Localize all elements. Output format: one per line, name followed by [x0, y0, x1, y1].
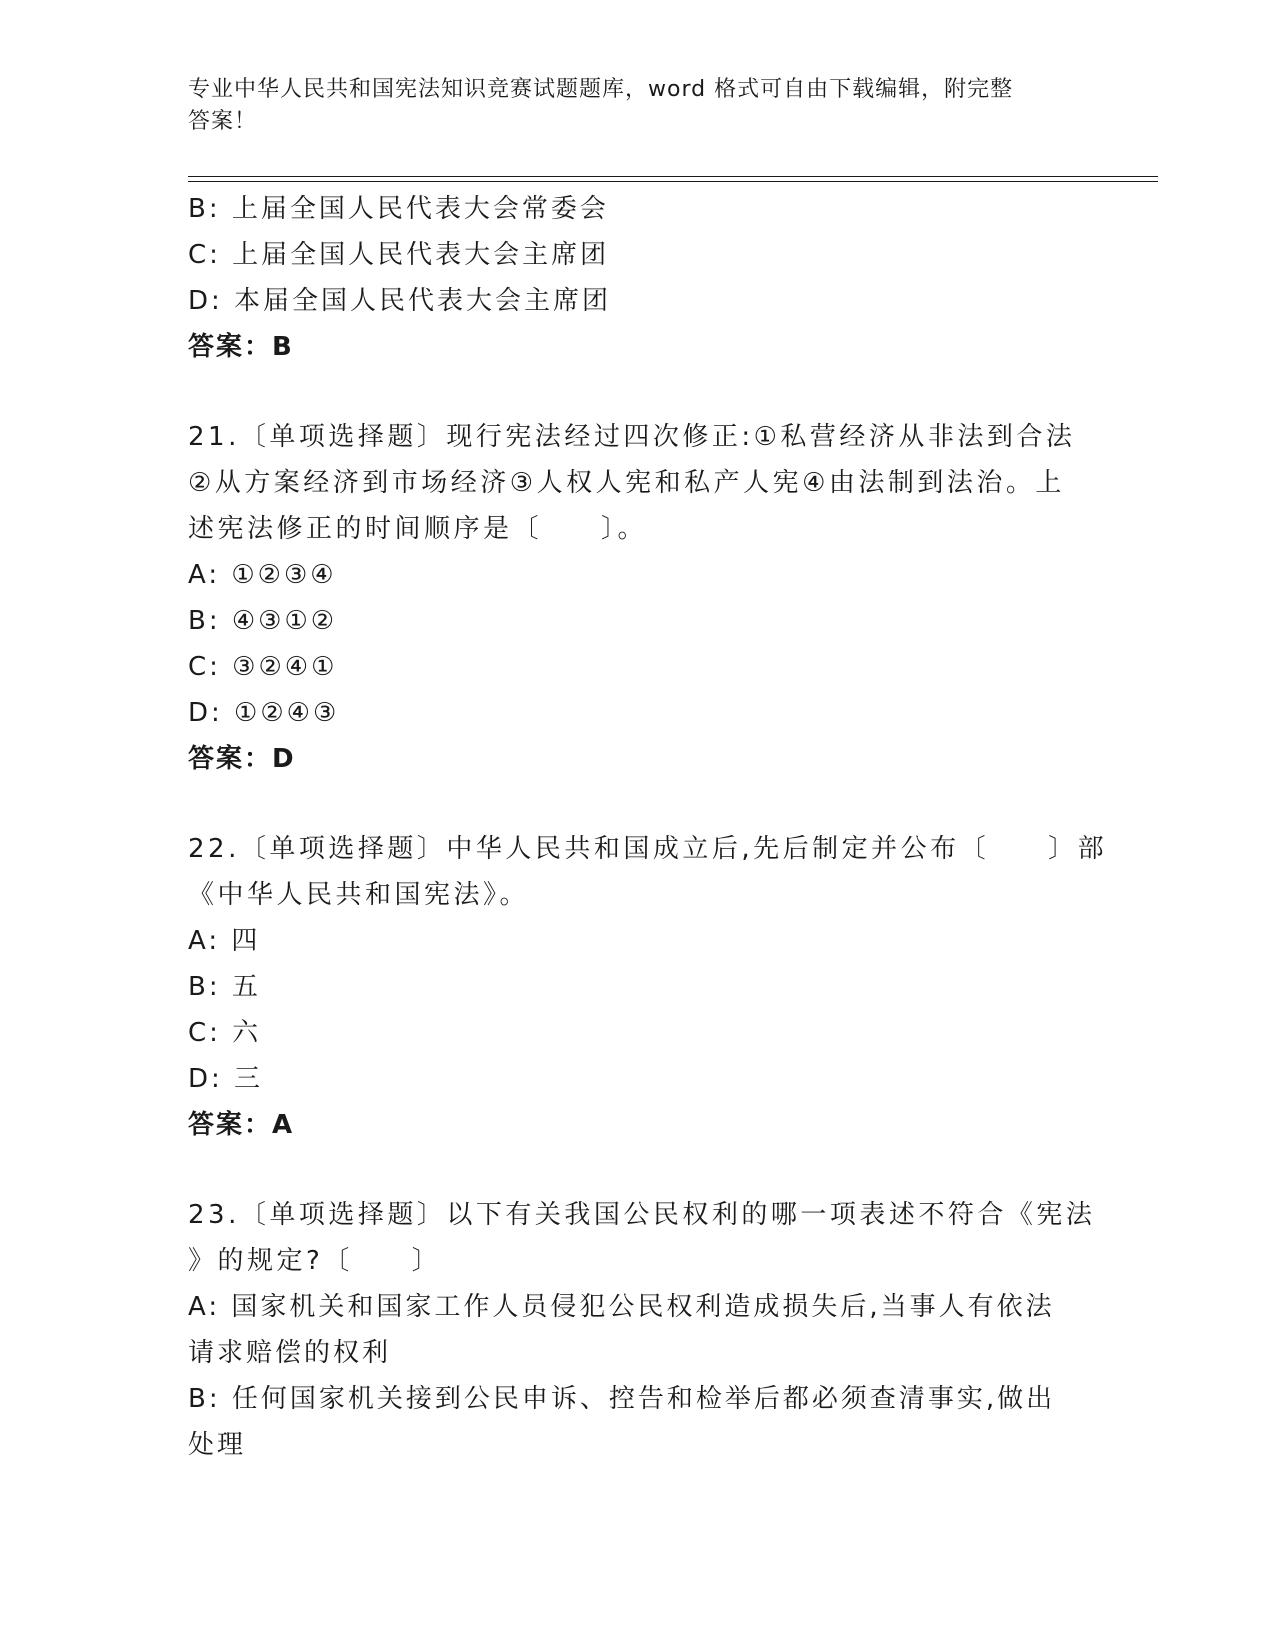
option-c: C: ③②④① — [188, 652, 338, 682]
option-b-continued: 处理 — [188, 1430, 247, 1460]
option-b: B: 任何国家机关接到公民申诉、控告和检举后都必须查清事实,做出 — [188, 1384, 1056, 1414]
page-header — [188, 74, 1088, 138]
header-double-rule — [188, 176, 1158, 182]
option-a: A: 国家机关和国家工作人员侵犯公民权利造成损失后,当事人有依法 — [188, 1292, 1055, 1322]
question-stem — [188, 826, 1108, 918]
option-d: D: 三 — [188, 1064, 264, 1094]
question-content — [188, 186, 1108, 1468]
option-b: B: 上届全国人民代表大会常委会 — [188, 194, 609, 224]
stem-line: 21.〔单项选择题〕现行宪法经过四次修正:①私营经济从非法到合法 — [188, 422, 1076, 452]
question-answer: 答案：D — [188, 744, 296, 774]
question-stem — [188, 414, 1088, 552]
stem-line: 述宪法修正的时间顺序是〔 〕。 — [188, 514, 648, 544]
header-line-2: 答案！ — [188, 109, 258, 134]
option-d: D: ①②④③ — [188, 698, 340, 728]
stem-line: 22.〔单项选择题〕中华人民共和国成立后,先后制定并公布〔 〕部 — [188, 834, 1108, 864]
document-page — [188, 0, 1158, 1650]
stem-line: 《中华人民共和国宪法》。 — [188, 880, 530, 910]
option-a: A: ①②③④ — [188, 560, 337, 590]
stem-line: 23.〔单项选择题〕以下有关我国公民权利的哪一项表述不符合《宪法 — [188, 1200, 1096, 1230]
option-c: C: 上届全国人民代表大会主席团 — [188, 240, 610, 270]
stem-line: 》的规定?〔 〕 — [188, 1246, 442, 1276]
option-d: D: 本届全国人民代表大会主席团 — [188, 286, 612, 316]
option-b: B: ④③①② — [188, 606, 338, 636]
prev-question-answer: 答案：B — [188, 332, 294, 362]
header-line-1: 专业中华人民共和国宪法知识竞赛试题题库，word 格式可自由下载编辑，附完整 — [188, 77, 1014, 102]
option-a: A: 四 — [188, 926, 261, 956]
option-b: B: 五 — [188, 972, 261, 1002]
stem-line: ②从方案经济到市场经济③人权人宪和私产人宪④由法制到法治。上 — [188, 468, 1065, 498]
option-a-continued: 请求赔偿的权利 — [188, 1338, 392, 1368]
question-21 — [188, 414, 1088, 782]
option-c: C: 六 — [188, 1018, 262, 1048]
prev-question-options — [188, 186, 1088, 324]
question-23 — [188, 1192, 1096, 1468]
question-answer: 答案：A — [188, 1110, 295, 1140]
question-22 — [188, 826, 1108, 1148]
question-stem — [188, 1192, 1096, 1284]
